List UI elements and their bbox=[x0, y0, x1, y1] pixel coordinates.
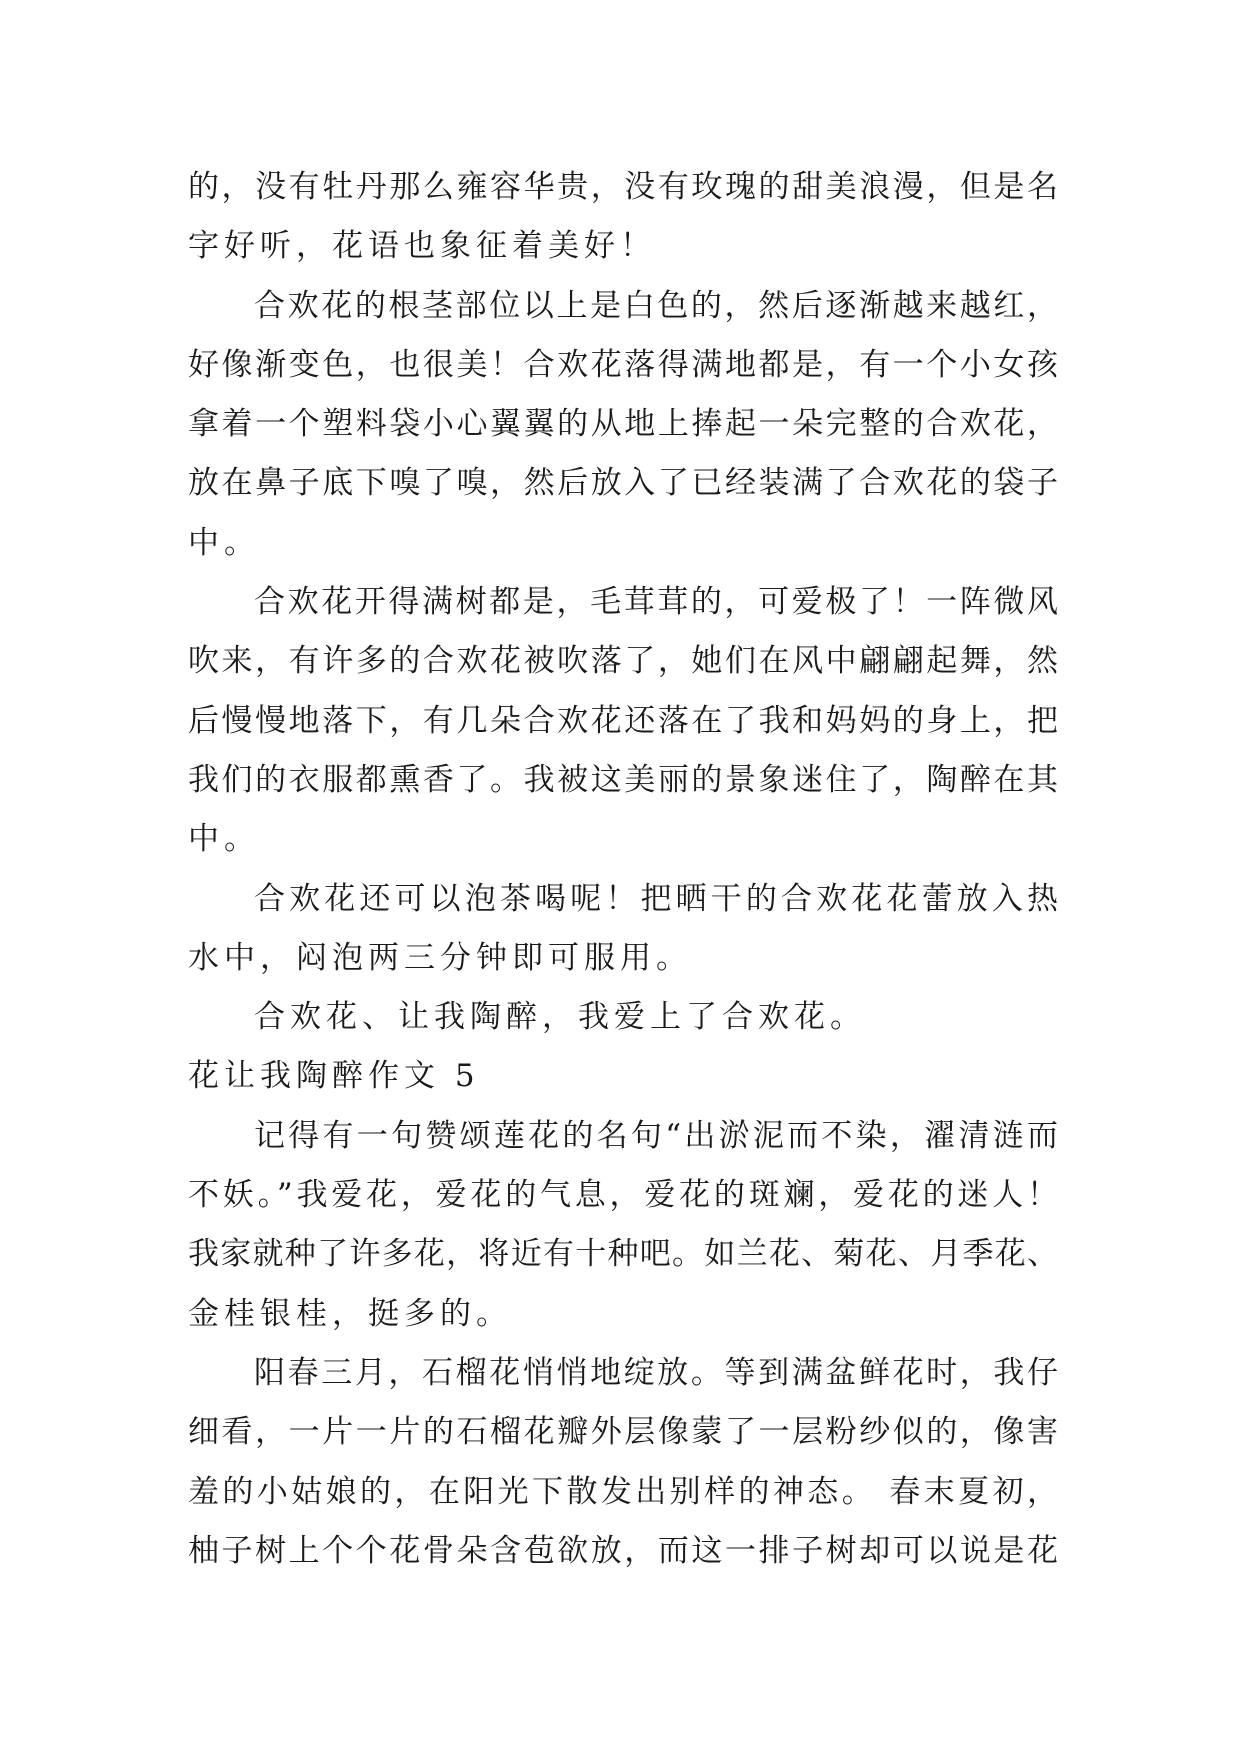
text-line: 金桂银桂，挺多的。 bbox=[188, 1295, 512, 1332]
text-line: 不妖。”我爱花，爱花的气息，爱花的斑斓，爱花的迷人！ bbox=[188, 1177, 1058, 1214]
text-line: 花让我陶醉作文 5 bbox=[188, 1058, 480, 1095]
text-line: 放在鼻子底下嗅了嗅，然后放入了已经装满了合欢花的袋子 bbox=[188, 465, 1058, 502]
text-line: 的，没有牡丹那么雍容华贵，没有玫瑰的甜美浪漫，但是名 bbox=[188, 169, 1058, 205]
text-line: 合欢花还可以泡茶喝呢！把晒干的合欢花花蕾放入热 bbox=[254, 880, 1058, 917]
text-line: 阳春三月，石榴花悄悄地绽放。等到满盆鲜花时，我仔 bbox=[254, 1354, 1058, 1391]
text-line: 好像渐变色，也很美！合欢花落得满地都是，有一个小女孩 bbox=[188, 346, 1058, 383]
text-line: 合欢花的根茎部位以上是白色的，然后逐渐越来越红， bbox=[254, 287, 1058, 324]
text-line: 细看，一片一片的石榴花瓣外层像蒙了一层粉纱似的，像害 bbox=[188, 1414, 1058, 1451]
text-line: 我家就种了许多花，将近有十种吧。如兰花、菊花、月季花、 bbox=[188, 1236, 1058, 1273]
text-line: 后慢慢地落下，有几朵合欢花还落在了我和妈妈的身上，把 bbox=[188, 702, 1058, 739]
text-line: 中。 bbox=[188, 524, 260, 561]
document-body bbox=[188, 158, 1058, 1581]
text-line: 柚子树上个个花骨朵含苞欲放，而这一排子树却可以说是花 bbox=[188, 1532, 1058, 1569]
text-line: 我们的衣服都熏香了。我被这美丽的景象迷住了，陶醉在其 bbox=[188, 761, 1058, 798]
text-line: 中。 bbox=[188, 821, 260, 858]
text-line: 合欢花、让我陶醉，我爱上了合欢花。 bbox=[254, 999, 866, 1036]
text-line: 羞的小姑娘的，在阳光下散发出别样的神态。 春末夏初， bbox=[188, 1473, 1058, 1510]
text-line: 吹来，有许多的合欢花被吹落了，她们在风中翩翩起舞，然 bbox=[188, 643, 1058, 680]
text-line: 字好听，花语也象征着美好！ bbox=[188, 228, 656, 265]
text-line: 合欢花开得满树都是，毛茸茸的，可爱极了！一阵微风 bbox=[254, 584, 1058, 621]
text-line: 水中，闷泡两三分钟即可服用。 bbox=[188, 939, 692, 976]
text-line: 记得有一句赞颂莲花的名句“出淤泥而不染，濯清涟而 bbox=[254, 1117, 1058, 1154]
text-line: 拿着一个塑料袋小心翼翼的从地上捧起一朵完整的合欢花， bbox=[188, 406, 1058, 443]
